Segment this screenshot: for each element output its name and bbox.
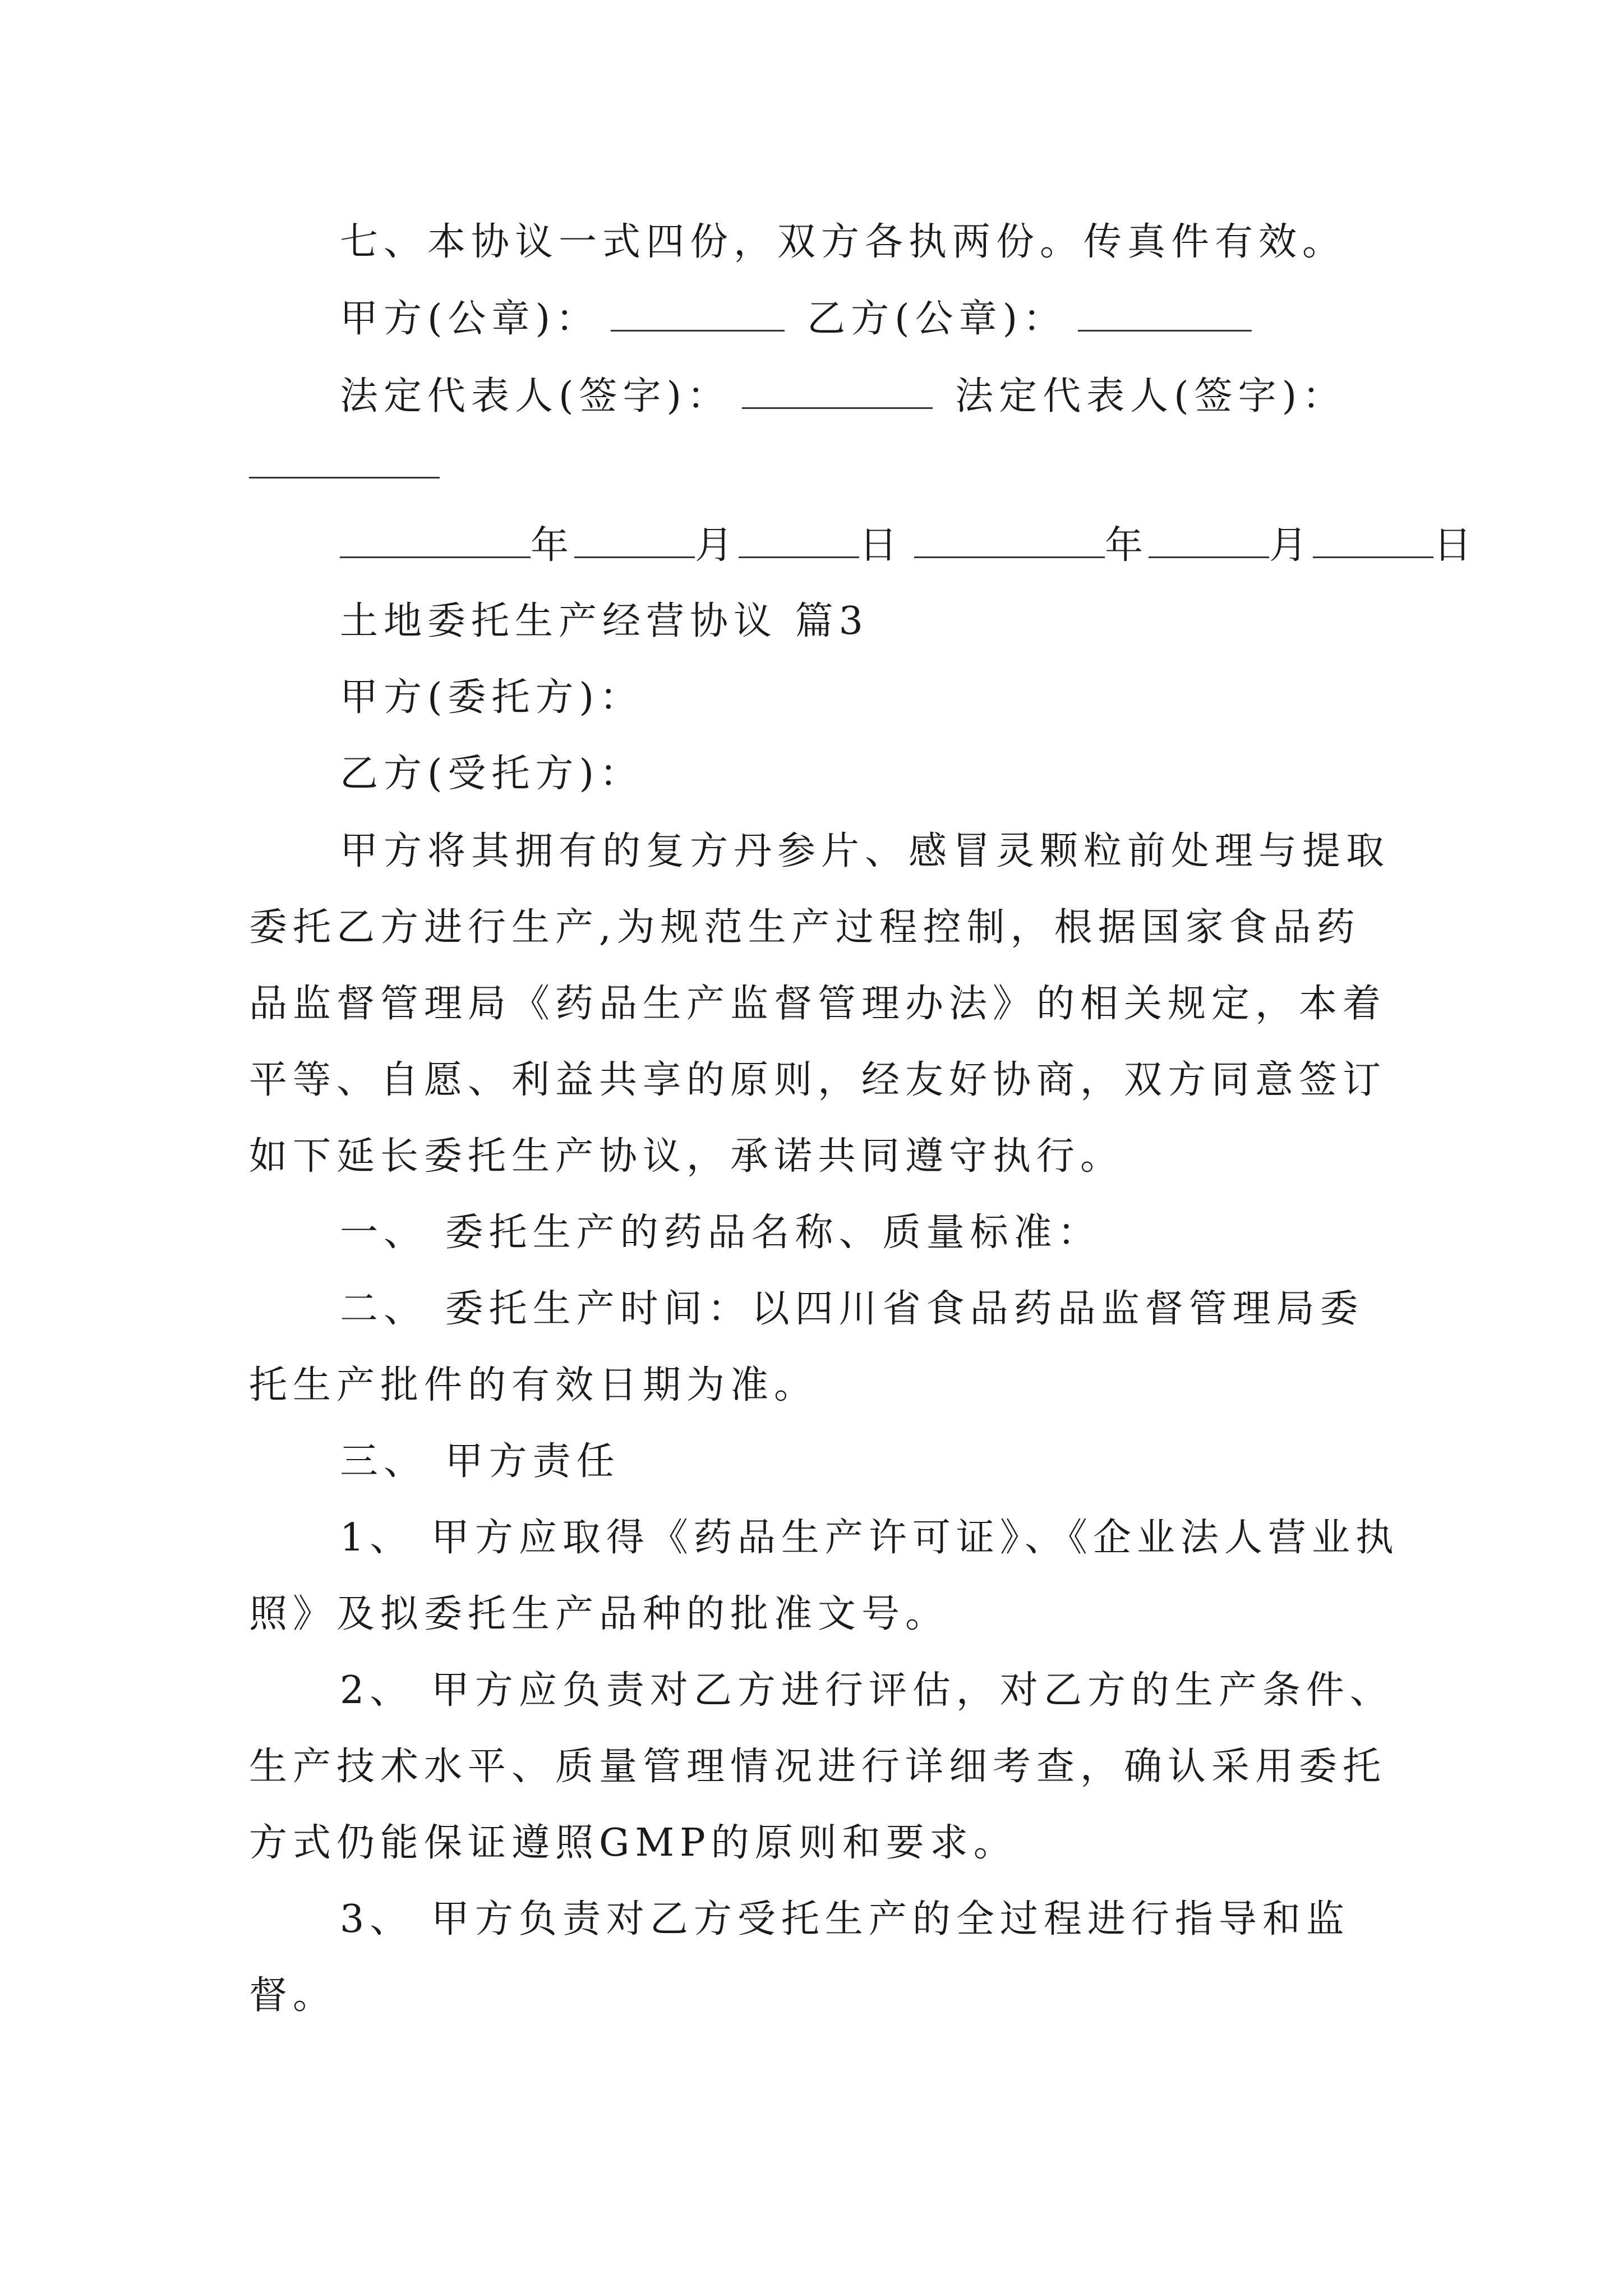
party-a-seal-label: 甲方(公章)： — [340, 297, 600, 341]
section-three: 三、 甲方责任 — [340, 1439, 620, 1484]
item-three-line-2: 督。 — [249, 1973, 337, 2018]
item-three-line-1: 3、 甲方负责对乙方受托生产的全过程进行指导和监 — [340, 1897, 1350, 1941]
section-heading: 土地委托生产经营协议 篇3 — [340, 599, 869, 643]
intro-line-1: 甲方将其拥有的复方丹参片、感冒灵颗粒前处理与提取 — [340, 829, 1390, 873]
date-b-month-label: 月 — [1269, 523, 1313, 568]
party-b-rep-label: 法定代表人(签字)： — [955, 374, 1347, 418]
section-two-line-1: 二、 委托生产时间：以四川省食品药品监督管理局委 — [340, 1287, 1364, 1331]
intro-line-2: 委托乙方进行生产,为规范生产过程控制，根据国家食品药 — [249, 905, 1361, 950]
party-a-rep-blank — [742, 374, 933, 409]
intro-line-3: 品监督管理局《药品生产监督管理办法》的相关规定，本着 — [249, 982, 1387, 1026]
clause-seven: 七、本协议一式四份，双方各执两份。传真件有效。 — [340, 220, 1347, 264]
date-b-day-label: 日 — [1433, 523, 1478, 568]
seal-line — [340, 296, 1252, 342]
date-b-day-blank — [1313, 523, 1433, 558]
representative-line — [340, 374, 1346, 419]
party-b-rep-blank-line — [249, 443, 440, 489]
item-two-line-1: 2、 甲方应负责对乙方进行评估，对乙方的生产条件、 — [340, 1668, 1394, 1713]
date-line — [340, 523, 1477, 568]
party-a-rep-label: 法定代表人(签字)： — [340, 374, 731, 418]
date-a-day-label: 日 — [859, 523, 903, 568]
section-two-line-2: 托生产批件的有效日期为准。 — [249, 1363, 818, 1407]
party-b-rep-blank — [249, 443, 440, 478]
item-two-line-3: 方式仍能保证遵照GMP的原则和要求。 — [249, 1821, 1017, 1865]
date-a-day-blank — [739, 523, 859, 558]
date-b-year-blank — [914, 523, 1105, 558]
date-a-year-label: 年 — [531, 523, 575, 568]
intro-line-5: 如下延长委托生产协议，承诺共同遵守执行。 — [249, 1134, 1124, 1179]
item-one-line-1: 1、 甲方应取得《药品生产许可证》、《企业法人营业执 — [340, 1516, 1399, 1560]
date-a-year-blank — [340, 523, 531, 558]
item-one-line-2: 照》及拟委托生产品种的批准文号。 — [249, 1592, 949, 1636]
date-a-month-label: 月 — [695, 523, 739, 568]
party-b-seal-blank — [1078, 296, 1252, 332]
section-one: 一、 委托生产的药品名称、质量标准： — [340, 1211, 1101, 1255]
intro-line-4: 平等、自愿、利益共享的原则，经友好协商，双方同意签订 — [249, 1058, 1387, 1102]
party-b-line: 乙方(受托方)： — [340, 752, 644, 796]
date-b-year-label: 年 — [1105, 523, 1149, 568]
party-a-seal-blank — [611, 296, 785, 332]
date-b-month-blank — [1149, 523, 1269, 558]
date-a-month-blank — [574, 523, 695, 558]
party-b-seal-label: 乙方(公章)： — [807, 297, 1067, 341]
party-a-line: 甲方(委托方)： — [340, 675, 644, 720]
item-two-line-2: 生产技术水平、质量管理情况进行详细考查，确认采用委托 — [249, 1745, 1387, 1789]
